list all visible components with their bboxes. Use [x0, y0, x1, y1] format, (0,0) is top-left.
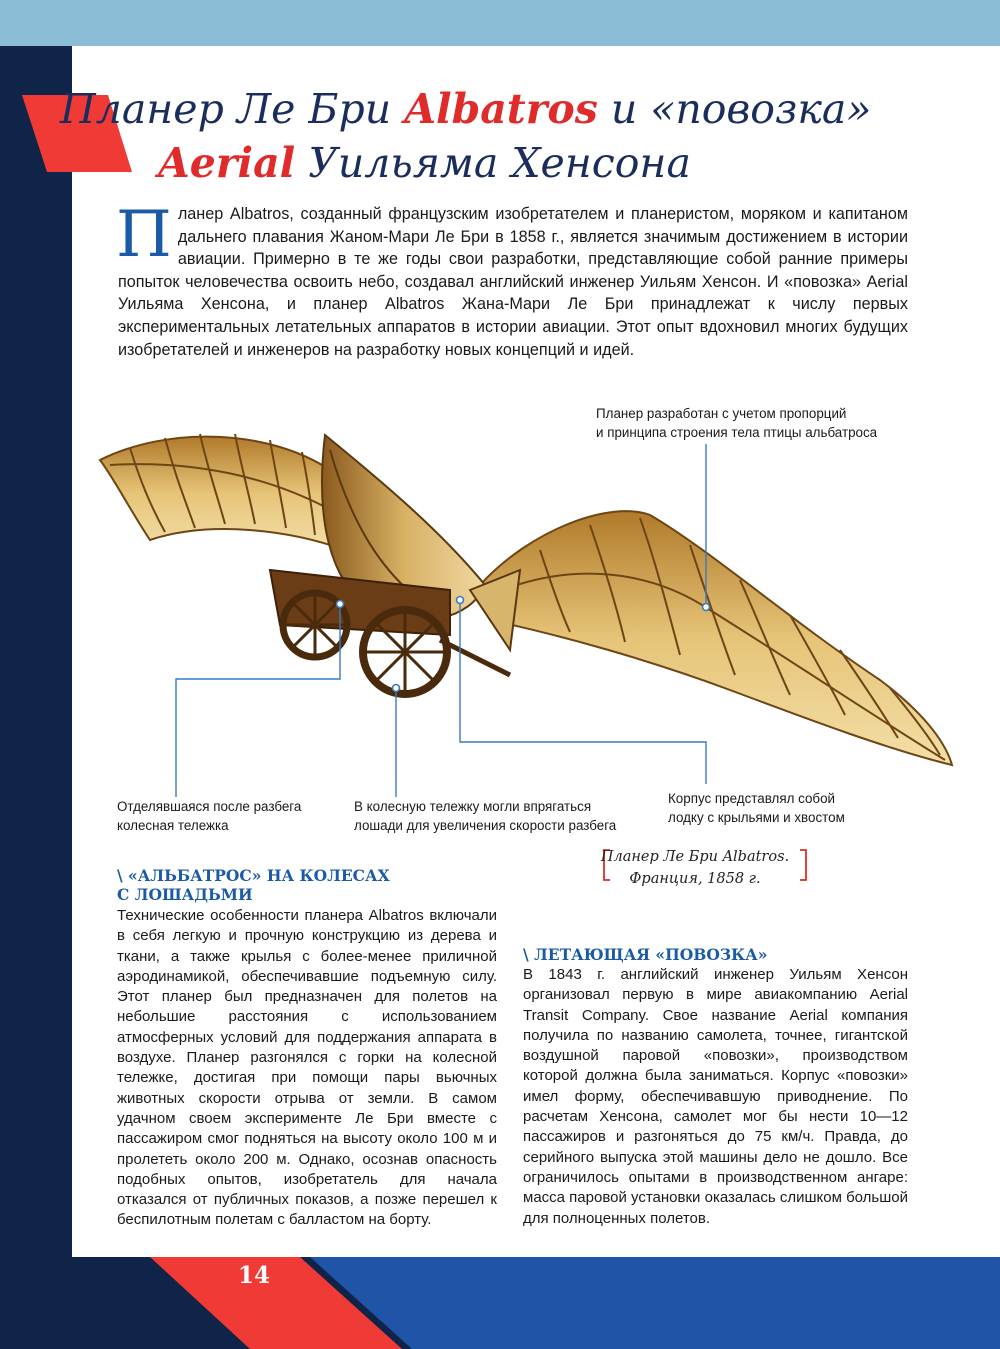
cart-wheel-front [363, 610, 447, 694]
top-band [0, 0, 1000, 46]
page-number: 14 [238, 1262, 271, 1289]
drop-cap: П [116, 198, 172, 272]
callout-hull: Корпус представлял собой лодку с крыльями и хвостом [668, 791, 845, 825]
section1-heading: \ «АЛЬБАТРОС» НА КОЛЕСАХ С ЛОШАДЬМИ [117, 866, 390, 904]
section2-body: В 1843 г. английский инженер Уильям Хенсон организовал первую в мире авиакомпанию Aerial Transit Company. Свое название Aerial компания получила по названию самолета, точнее, гигантской воздушной паровой «повозки», производством которой должна была заниматься. Корпус «повозки» имел форму, обеспечивавшую приводнение. По расчетам Хенсона, самолет мог бы нести 10—12 пассажиров и разгоняться до 75 км/ч. Правда, до серийного выпуска этой машины дело не дошло. Все ограничилось опытами в производственном ангаре: масса паровой установки оказалась слишком большой для полноценных полетов. [523, 966, 908, 1227]
title-part2: и «повозка» [597, 85, 872, 133]
title-aerial: Aerial [158, 139, 296, 187]
intro-text: ланер Albatros, созданный французским изобретателем и планеристом, моряком и капитаном дальнего плавания Жаном-Мари Ле Бри в 1858 г., является значимым достижением в истории авиации. Примерно в те же годы свои разработки, представляющие собой ранние примеры попыток человечества освоить небо, создавал английский инженер Уильям Хенсон. И «повозка» Aerial Уильяма Хенсона, и планер Albatros Жана-Мари Ле Бри принадлежат к числу первых экспериментальных летательных аппаратов в истории авиации. Этот опыт вдохновил многих будущих изобретателей и инженеров на разработку новых концепций и идей. [118, 205, 908, 359]
callout-horses: В колесную тележку могли впрягаться лошади для увеличения скорости разбега [354, 799, 617, 833]
photo-caption: Планер Ле Бри Albatros. Франция, 1858 г. [600, 849, 790, 887]
glider-illustration [90, 420, 960, 790]
callout-cart: Отделявшаяся после разбега колесная тележка [117, 799, 302, 833]
section1-body: Технические особенности планера Albatros включали в себя легкую и прочную конструкцию из дерева и ткани, а также крылья с более-менее приличной аэродинамикой, обеспечивавшие подъемную силу. Этот планер был предназначен для полетов на небольшие расстояния с использованием атмосферных условий для поддержания аппарата в воздухе. Планер разгонялся с горки на колесной тележке, достигая при помощи пары вьючных животных скорости отрыва от земли. В самом удачном своем эксперименте Ле Бри вместе с пассажиром смог подняться на высоту около 100 м и пролететь около 200 м. Однако, осознав опасность подобных опытов, изобретатель для начала отказался от публичных показов, а позже перешел к беспилотным полетам с балластом на борту. [117, 907, 497, 1229]
right-wing [480, 511, 952, 765]
left-band [0, 46, 72, 1349]
title-albatros: Albatros [404, 85, 598, 133]
intro-paragraph [116, 198, 908, 361]
page-title [60, 82, 960, 190]
left-wing [100, 437, 345, 550]
title-part1: Планер Ле Бри [60, 85, 405, 133]
title-part3: Уильяма Хенсона [295, 139, 691, 187]
section2-heading: \ ЛЕТАЮЩАЯ «ПОВОЗКА» [523, 945, 768, 964]
callout-proportions: Планер разработан с учетом пропорций и принципа строения тела птицы альбатроса [596, 406, 878, 440]
cart-wheel-rear [283, 593, 347, 657]
